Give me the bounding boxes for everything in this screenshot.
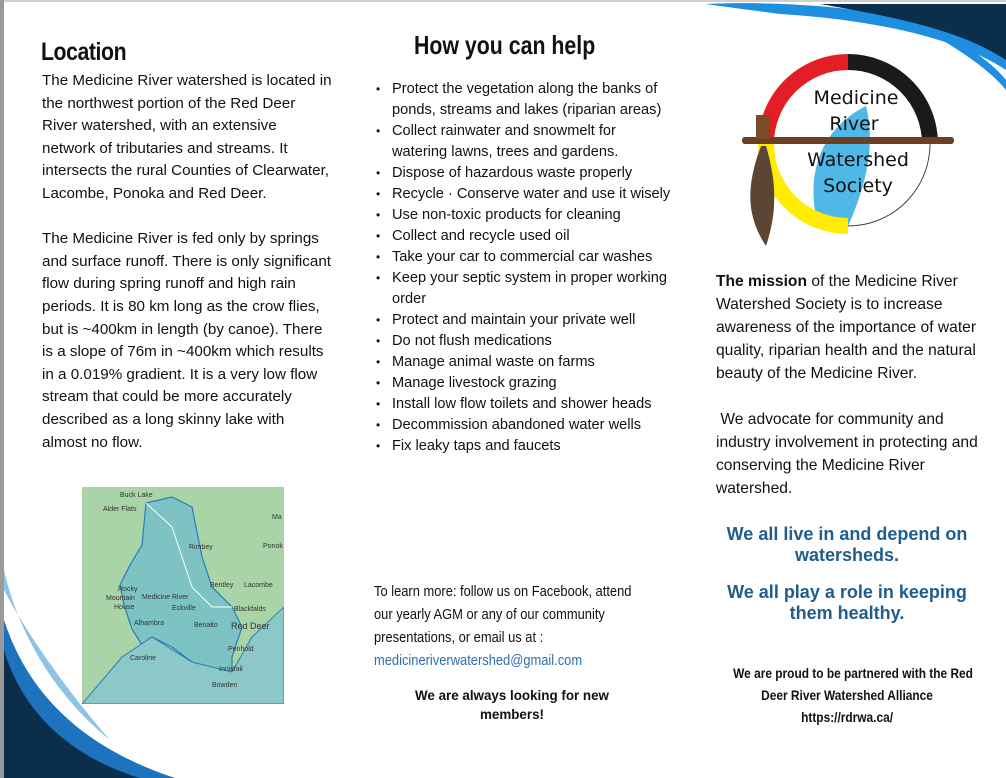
logo-pipe	[742, 137, 954, 144]
map-label: Medicine River	[142, 594, 189, 601]
logo-text: Society	[823, 175, 893, 197]
logo-text: River	[829, 113, 879, 135]
map-label: Bowden	[212, 682, 238, 689]
list-item: • Collect rainwater and snowmelt for watering lawns, trees and gardens.	[374, 121, 674, 163]
map-label: Buck Lake	[120, 492, 153, 499]
list-item: • Protect the vegetation along the banks of ponds, streams and lakes (riparian areas)	[374, 79, 674, 121]
slogans	[712, 524, 982, 640]
society-logo	[736, 46, 960, 252]
watershed-map	[82, 487, 284, 704]
list-item: • Install low flow toilets and shower heads	[374, 394, 674, 415]
mission-lead: The mission	[716, 273, 807, 290]
list-item: • Dispose of hazardous waste properly	[374, 163, 674, 184]
location-text	[42, 70, 332, 477]
list-item: • Collect and recycle used oil	[374, 226, 674, 247]
map-label: Bentley	[210, 582, 234, 589]
how-you-can-help-heading: How you can help	[414, 30, 596, 60]
learn-more-text	[374, 580, 632, 672]
map-label: Blackfalds	[234, 606, 266, 613]
map-label: Rimbey	[189, 544, 213, 551]
learn-more-line: To learn more: follow us on Facebook, attend	[374, 583, 632, 600]
partner-line-2: Deer River Watershed Alliance	[761, 687, 933, 703]
list-item: • Protect and maintain your private well	[374, 310, 674, 331]
map-label: Benalto	[194, 622, 218, 629]
list-item: • Decommission abandoned water wells	[374, 415, 674, 436]
map-label: Mountain	[106, 595, 135, 602]
mission-body: of the Medicine River Watershed Society is to increase awareness of the importance of water quality, riparian health and the natural beauty of the Medicine River.	[716, 273, 977, 382]
map-label: Rocky	[118, 586, 138, 593]
logo-text: Watershed	[807, 149, 909, 171]
email-link[interactable]: medicineriverwatershed@gmail.com	[374, 652, 583, 669]
map-label: Lacombe	[244, 582, 273, 589]
slogan-1: We all live in and depend on watersheds.	[726, 524, 968, 565]
learn-more-line: presentations, or email us at :	[374, 629, 544, 646]
list-item: • Take your car to commercial car washes	[374, 247, 674, 268]
list-item: • Manage livestock grazing	[374, 373, 674, 394]
list-item: • Keep your septic system in proper working order	[374, 268, 674, 310]
map-label: Alhambra	[134, 620, 164, 627]
map-label: Innisfail	[219, 666, 243, 673]
learn-more-line: our yearly AGM or any of our community	[374, 606, 605, 623]
map-label: Ma	[272, 514, 282, 521]
help-list	[374, 79, 674, 457]
logo-text: Medicine	[813, 87, 899, 109]
list-item: • Manage animal waste on farms	[374, 352, 674, 373]
location-paragraph-1: The Medicine River watershed is located in the northwest portion of the Red Deer River watershed, with an extensive network of tributaries and streams. It intersects the rural Counties of Clearwater, Lacombe, Ponoka and Red Deer.	[42, 72, 332, 202]
advocate-text: We advocate for community and industry involvement in protecting and conserving the Medicine River watershed.	[716, 411, 983, 497]
map-label: Ponok	[263, 543, 283, 550]
location-paragraph-2: The Medicine River is fed only by springs and surface runoff. There is only significant flow during spring runoff and high rain periods. It is 80 km long as the crow flies, but is ~400km in length (by canoe). There is a slope of 76m in ~400km which results in a 0.019% gradient. It is a very low flow stream that could be more accurately described as a long skinny lake with almost no flow.	[42, 230, 332, 451]
map-label: Red Deer	[231, 621, 270, 631]
list-item: • Fix leaky taps and faucets	[374, 436, 674, 457]
list-item: • Recycle · Conserve water and use it wisely	[374, 184, 674, 205]
location-heading: Location	[41, 38, 127, 66]
map-label: Alder Flats	[103, 506, 137, 513]
map-label: Penhold	[228, 646, 254, 653]
map-label: Eckville	[172, 605, 196, 612]
mission-text	[716, 270, 1001, 523]
map-label: House	[114, 604, 135, 611]
slogan-2: We all play a role in keeping them healthy.	[727, 582, 967, 623]
partner-url-link[interactable]: https://rdrwa.ca/	[801, 709, 893, 725]
partner-line-1: We are proud to be partnered with the Red	[733, 665, 973, 681]
list-item: • Do not flush medications	[374, 331, 674, 352]
list-item: • Use non-toxic products for cleaning	[374, 205, 674, 226]
map-label: Caroline	[130, 655, 157, 662]
partner-note	[712, 662, 982, 728]
members-note: We are always looking for new members!	[415, 688, 609, 722]
